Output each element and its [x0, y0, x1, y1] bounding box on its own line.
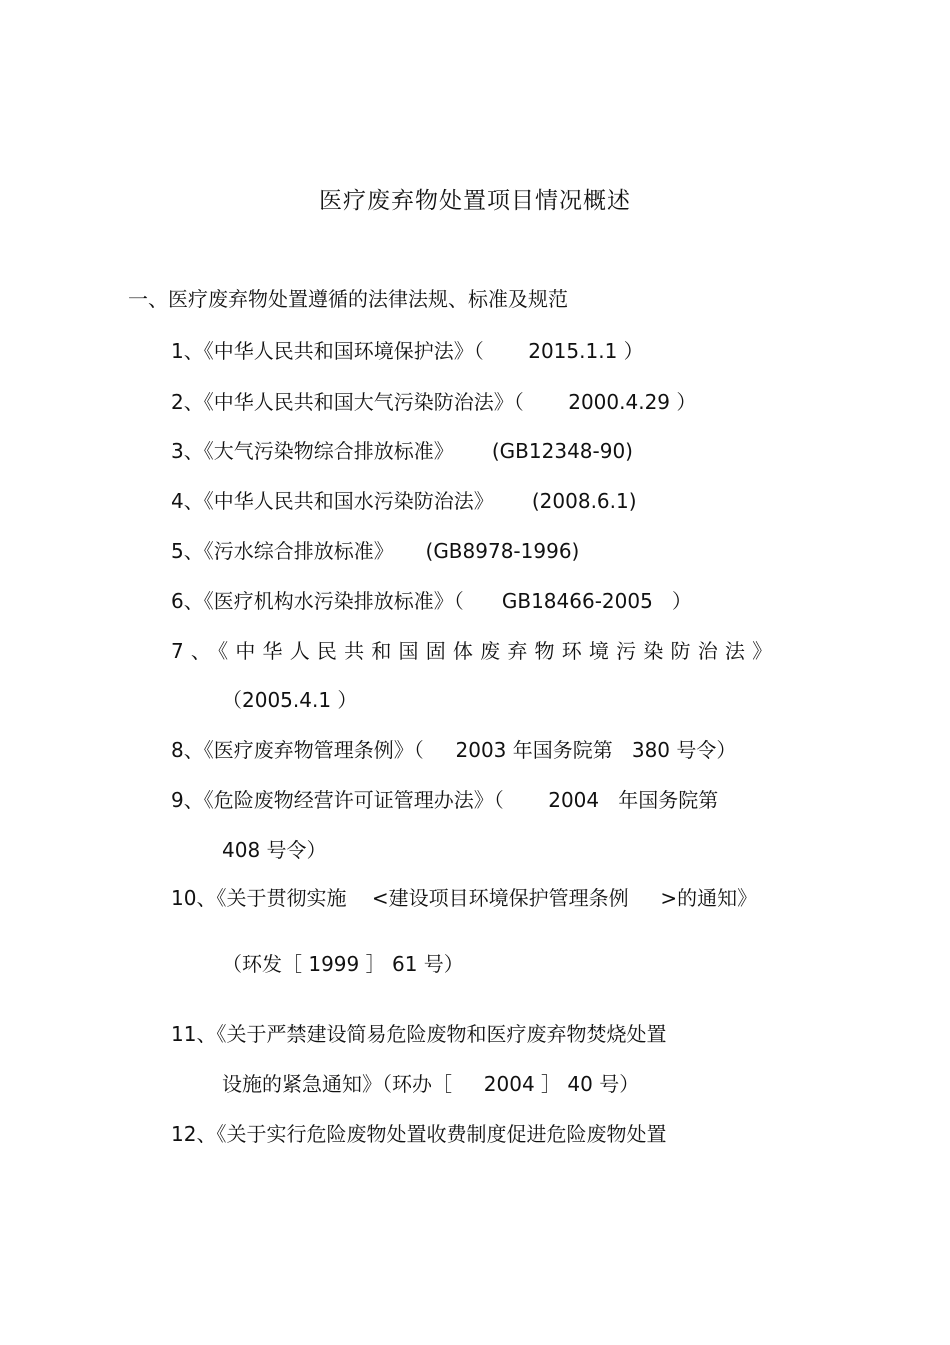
- section-heading: 一、医疗废弃物处置遵循的法律法规、标准及规范: [128, 287, 568, 311]
- document-title: 医疗废弃物处置项目情况概述: [319, 188, 631, 214]
- list-item: 4、《中华人民共和国水污染防治法》 (2008.6.1): [171, 489, 637, 513]
- list-item: 11、《关于严禁建设简易危险废物和医疗废弃物焚烧处置: [171, 1022, 667, 1046]
- list-item: 1、《中华人民共和国环境保护法》（ 2015.1.1 ）: [171, 339, 644, 363]
- list-item: 5、《污水综合排放标准》 (GB8978-1996): [171, 539, 580, 563]
- list-item-continuation: （2005.4.1 ）: [222, 688, 358, 712]
- list-item-continuation: 设施的紧急通知》（环办［ 2004 ］ 40 号）: [222, 1072, 640, 1096]
- list-item: 2、《中华人民共和国大气污染防治法》（ 2000.4.29 ）: [171, 390, 697, 414]
- list-item: 9、《危险废物经营许可证管理办法》（ 2004 年国务院第: [171, 788, 719, 812]
- list-item: 10、《关于贯彻实施 <建设项目环境保护管理条例 >的通知》: [171, 886, 758, 910]
- list-item-continuation: （环发［ 1999 ］ 61 号）: [222, 952, 464, 976]
- list-item: 3、《大气污染物综合排放标准》 (GB12348-90): [171, 439, 633, 463]
- list-item: 12、《关于实行危险废物处置收费制度促进危险废物处置: [171, 1122, 667, 1146]
- list-item-continuation: 408 号令）: [222, 838, 327, 862]
- list-item: 6、《医疗机构水污染排放标准》（ GB18466-2005 ）: [171, 589, 692, 613]
- list-item: 8、《医疗废弃物管理条例》（ 2003 年国务院第 380 号令）: [171, 738, 737, 762]
- list-item: 7、《中华人民共和国固体废弃物环境污染防治法》: [171, 639, 780, 663]
